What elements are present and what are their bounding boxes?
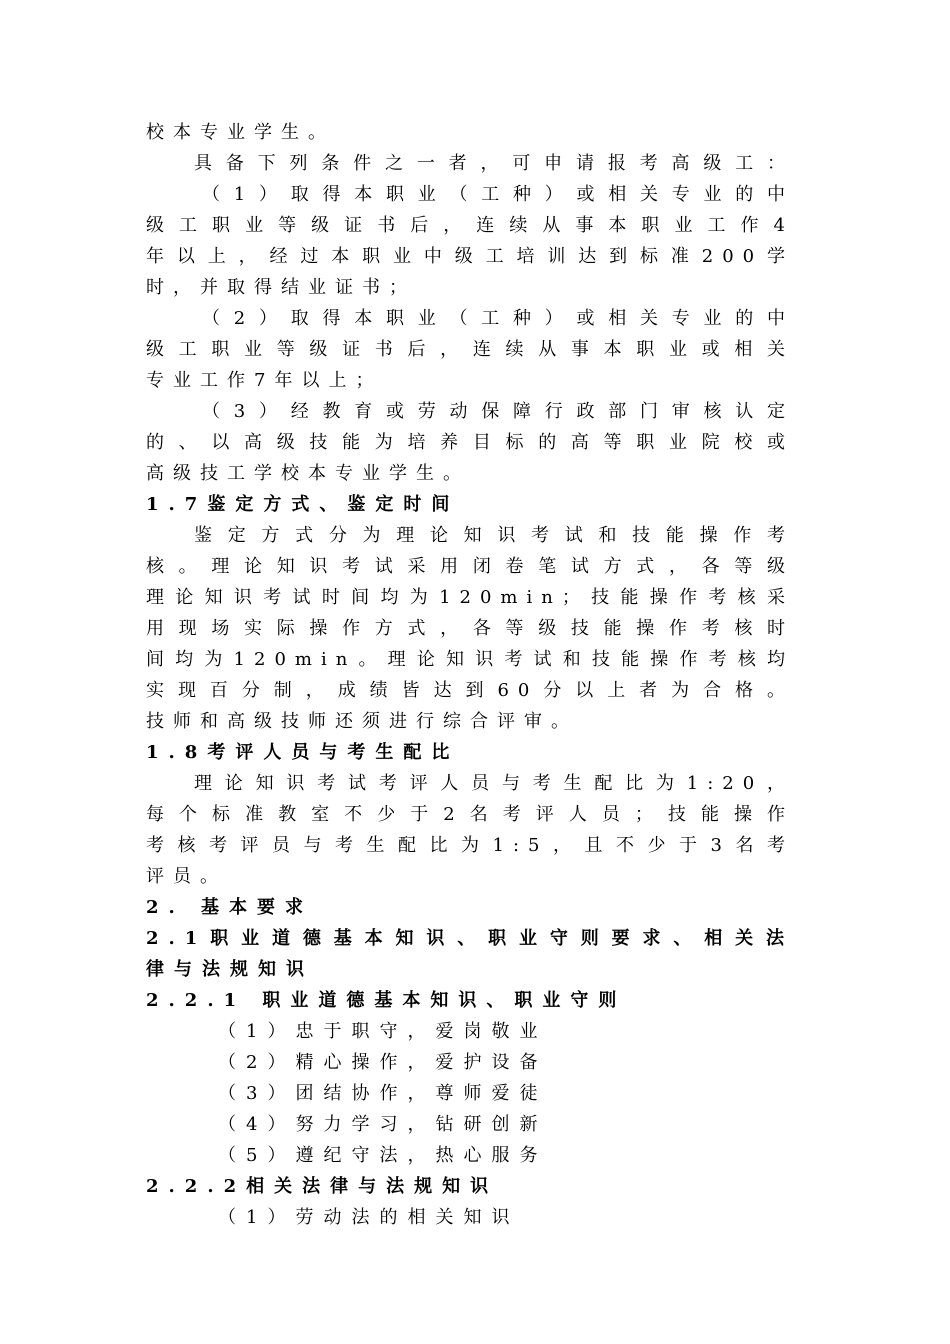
section-heading: 1.7鉴定方式、鉴定时间	[146, 494, 460, 515]
text-line: 鉴定方式分为理论知识考试和技能操作考	[194, 525, 794, 546]
text-line: （3）经教育或劳动保障行政部门审核认定	[202, 401, 794, 422]
text-line: 校本专业学生。	[146, 122, 335, 143]
section-heading: 2.1职业道德基本知识、职业守则要求、相关法	[146, 928, 794, 949]
text-line: 每个标准教室不少于2名考评人员；技能操作	[146, 804, 794, 825]
text-line: （3）团结协作，尊师爱徒	[218, 1083, 548, 1104]
text-line: 间均为120min。理论知识考试和技能操作考核均	[146, 649, 794, 670]
text-line: 评员。	[146, 866, 227, 887]
text-line: 理论知识考试时间均为120min；技能操作考核采	[146, 587, 794, 608]
text-line: 理论知识考试考评人员与考生配比为1:20，	[194, 773, 794, 794]
text-line: 具备下列条件之一者，可申请报考高级工：	[194, 153, 794, 174]
text-line: 用现场实际操作方式，各等级技能操作考核时	[146, 618, 794, 639]
document-page	[146, 117, 794, 1233]
text-line: 实现百分制，成绩皆达到60分以上者为合格。	[146, 680, 794, 701]
text-line: （1）忠于职守，爱岗敬业	[218, 1021, 548, 1042]
text-line: （1）劳动法的相关知识	[218, 1207, 520, 1228]
section-heading: 1.8考评人员与考生配比	[146, 742, 460, 763]
text-line: 的、以高级技能为培养目标的高等职业院校或	[146, 432, 794, 453]
text-line: 级工职业等级证书后，连续从事本职业或相关	[146, 339, 794, 360]
text-line: （2）取得本职业（工种）或相关专业的中	[202, 308, 794, 329]
text-line: 专业工作7年以上；	[146, 370, 383, 391]
text-line: （1）取得本职业（工种）或相关专业的中	[202, 184, 794, 205]
section-heading: 2.2.2相关法律与法规知识	[146, 1176, 499, 1197]
text-line: 高级技工学校本专业学生。	[146, 463, 470, 484]
text-line: 时，并取得结业证书；	[146, 277, 416, 298]
text-line: 考核考评员与考生配比为1:5，且不少于3名考	[146, 835, 794, 856]
section-heading: 律与法规知识	[146, 959, 314, 980]
text-line: （4）努力学习，钻研创新	[218, 1114, 548, 1135]
text-line: （5）遵纪守法，热心服务	[218, 1145, 548, 1166]
text-line: 级工职业等级证书后，连续从事本职业工作4	[146, 215, 794, 236]
section-heading: 2. 基本要求	[146, 897, 314, 918]
section-heading: 2.2.1 职业道德基本知识、职业守则	[146, 990, 627, 1011]
text-line: 核。理论知识考试采用闭卷笔试方式，各等级	[146, 556, 794, 577]
text-line: （2）精心操作，爱护设备	[218, 1052, 548, 1073]
text-line: 技师和高级技师还须进行综合评审。	[146, 711, 578, 732]
text-line: 年以上，经过本职业中级工培训达到标准200学	[146, 246, 794, 267]
